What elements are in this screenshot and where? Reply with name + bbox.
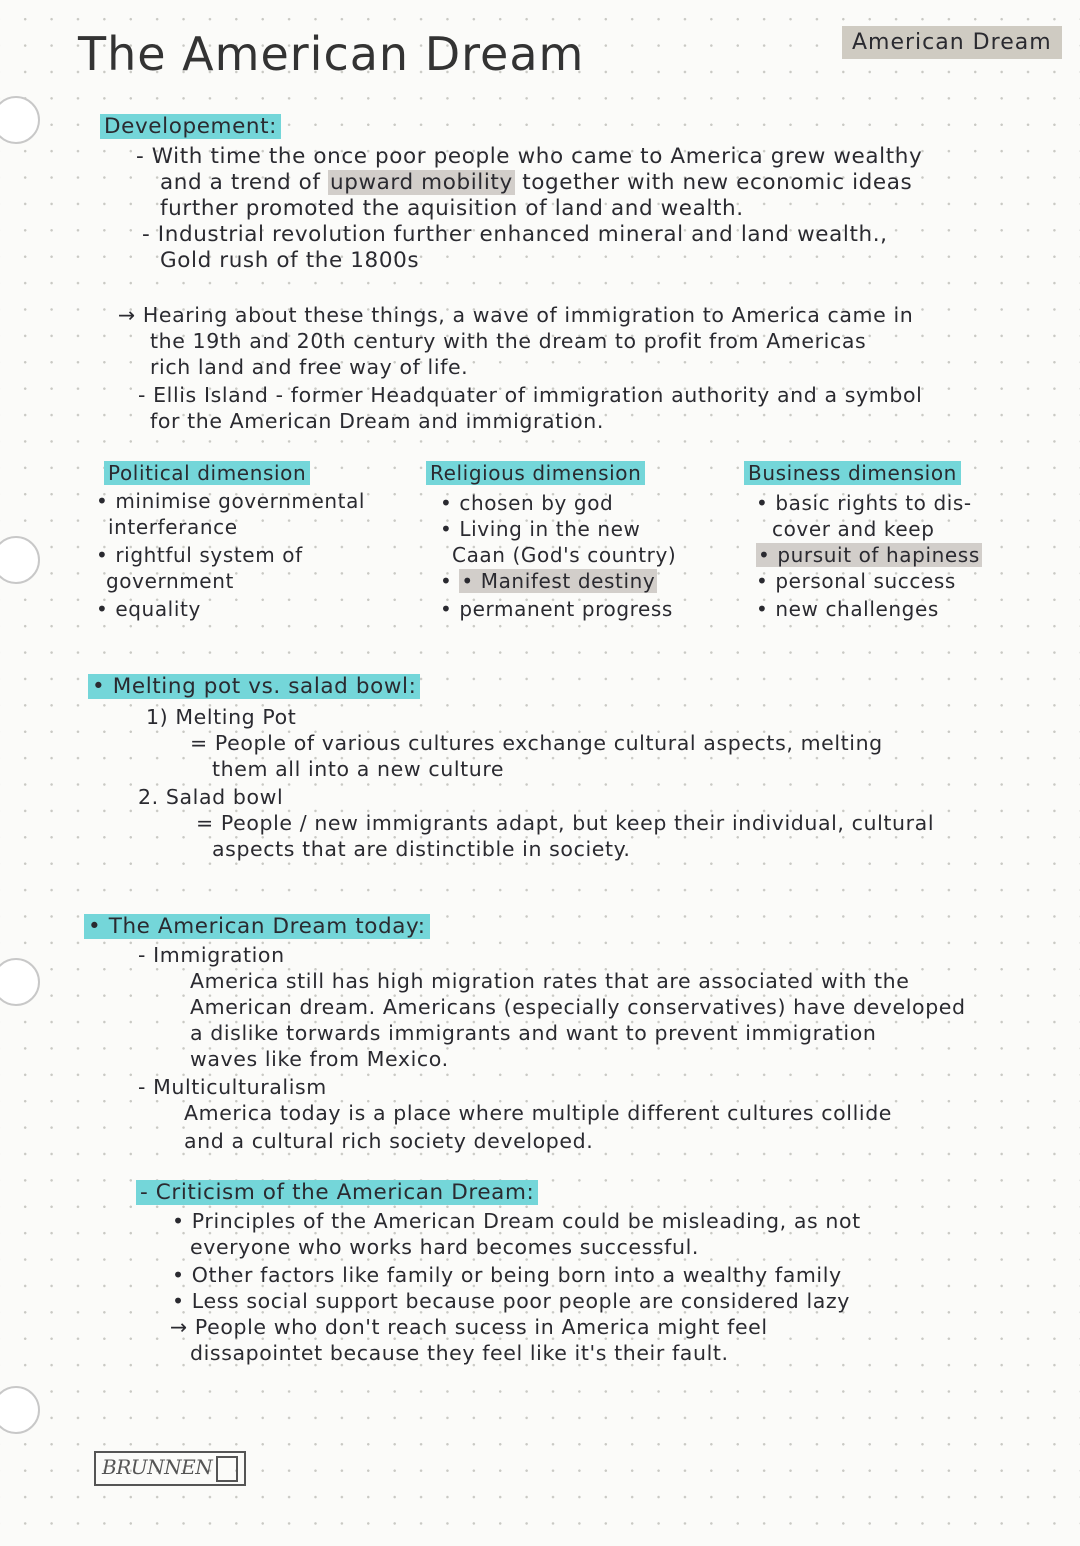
business-line: • new challenges <box>756 597 939 621</box>
today-line: America today is a place where multiple different cultures collide <box>184 1101 893 1125</box>
political-line: interferance <box>108 515 238 539</box>
business-heading: Business dimension <box>744 460 961 486</box>
brand-text: BRUNNEN <box>102 1455 213 1479</box>
development-line: for the American Dream and immigration. <box>150 409 604 433</box>
development-line: further promoted the aquisition of land and wealth. <box>160 196 744 221</box>
melting-line: them all into a new culture <box>212 757 505 781</box>
business-line <box>756 542 982 568</box>
religious-heading: Religious dimension <box>426 460 645 486</box>
political-line: • minimise governmental <box>96 489 366 513</box>
political-line: government <box>106 569 234 593</box>
today-line: a dislike torwards immigrants and want to prevent immigration <box>190 1021 877 1045</box>
melting-line: = People of various cultures exchange cultural aspects, melting <box>190 731 883 755</box>
development-line: Gold rush of the 1800s <box>160 248 420 273</box>
business-line: cover and keep <box>772 517 935 541</box>
melting-line: aspects that are distinctible in society. <box>212 837 631 861</box>
highlight-manifest-destiny: • Manifest destiny <box>461 569 656 593</box>
development-line: - With time the once poor people who came to America grew wealthy <box>136 144 923 169</box>
political-heading: Political dimension <box>104 460 310 486</box>
religious-line: Caan (God's country) <box>452 543 677 567</box>
political-line: • rightful system of <box>96 543 303 567</box>
today-line: waves like from Mexico. <box>190 1047 449 1071</box>
development-line: the 19th and 20th century with the dream to profit from Americas <box>150 329 867 353</box>
political-line: • equality <box>96 597 201 621</box>
page-title: The American Dream <box>78 27 585 81</box>
topic-tag: American Dream <box>842 26 1062 59</box>
business-line: • basic rights to dis- <box>756 491 972 515</box>
today-line: America still has high migration rates that are associated with the <box>190 969 910 993</box>
criticism-line: • Other factors like family or being born into a wealthy family <box>172 1263 842 1287</box>
development-line: and a trend of upward mobility together with new economic ideas <box>160 170 913 195</box>
brunnen-logo <box>94 1451 246 1486</box>
melting-heading: • Melting pot vs. salad bowl: <box>88 674 420 700</box>
highlight-pursuit: • pursuit of hapiness <box>758 543 980 567</box>
brand-mark-icon <box>216 1456 238 1482</box>
binder-hole <box>0 1386 40 1434</box>
today-line: American dream. Americans (especially conservatives) have developed <box>190 995 966 1019</box>
today-line: - Immigration <box>138 943 285 967</box>
religious-line: • chosen by god <box>440 491 614 515</box>
today-line: and a cultural rich society developed. <box>184 1129 594 1153</box>
business-line: • personal success <box>756 569 956 593</box>
development-line: - Industrial revolution further enhanced mineral and land wealth., <box>142 222 888 247</box>
criticism-line: dissapointet because they feel like it's their fault. <box>190 1341 729 1365</box>
development-line: - Ellis Island - former Headquater of immigration authority and a symbol <box>138 383 923 407</box>
binder-hole <box>0 536 40 584</box>
today-heading: • The American Dream today: <box>84 914 430 940</box>
today-line: - Multiculturalism <box>138 1075 327 1099</box>
binder-hole <box>0 958 40 1006</box>
religious-line: • permanent progress <box>440 597 673 621</box>
melting-line: 2. Salad bowl <box>138 785 284 809</box>
criticism-heading: - Criticism of the American Dream: <box>136 1180 538 1206</box>
development-heading: Developement: <box>100 114 281 140</box>
religious-line: • Living in the new <box>440 517 641 541</box>
criticism-line: everyone who works hard becomes successful. <box>190 1235 699 1259</box>
development-line: rich land and free way of life. <box>150 355 469 379</box>
criticism-line: • Less social support because poor people are considered lazy <box>172 1289 850 1313</box>
criticism-line: • Principles of the American Dream could be misleading, as not <box>172 1209 861 1233</box>
development-line: → Hearing about these things, a wave of immigration to America came in <box>118 303 914 327</box>
criticism-line: → People who don't reach sucess in America might feel <box>170 1315 768 1339</box>
religious-line: • • Manifest destiny <box>440 569 656 593</box>
binder-hole <box>0 96 40 144</box>
highlight-upward-mobility: upward mobility <box>329 170 513 195</box>
melting-line: 1) Melting Pot <box>146 705 297 729</box>
melting-line: = People / new immigrants adapt, but keep their individual, cultural <box>196 811 935 835</box>
